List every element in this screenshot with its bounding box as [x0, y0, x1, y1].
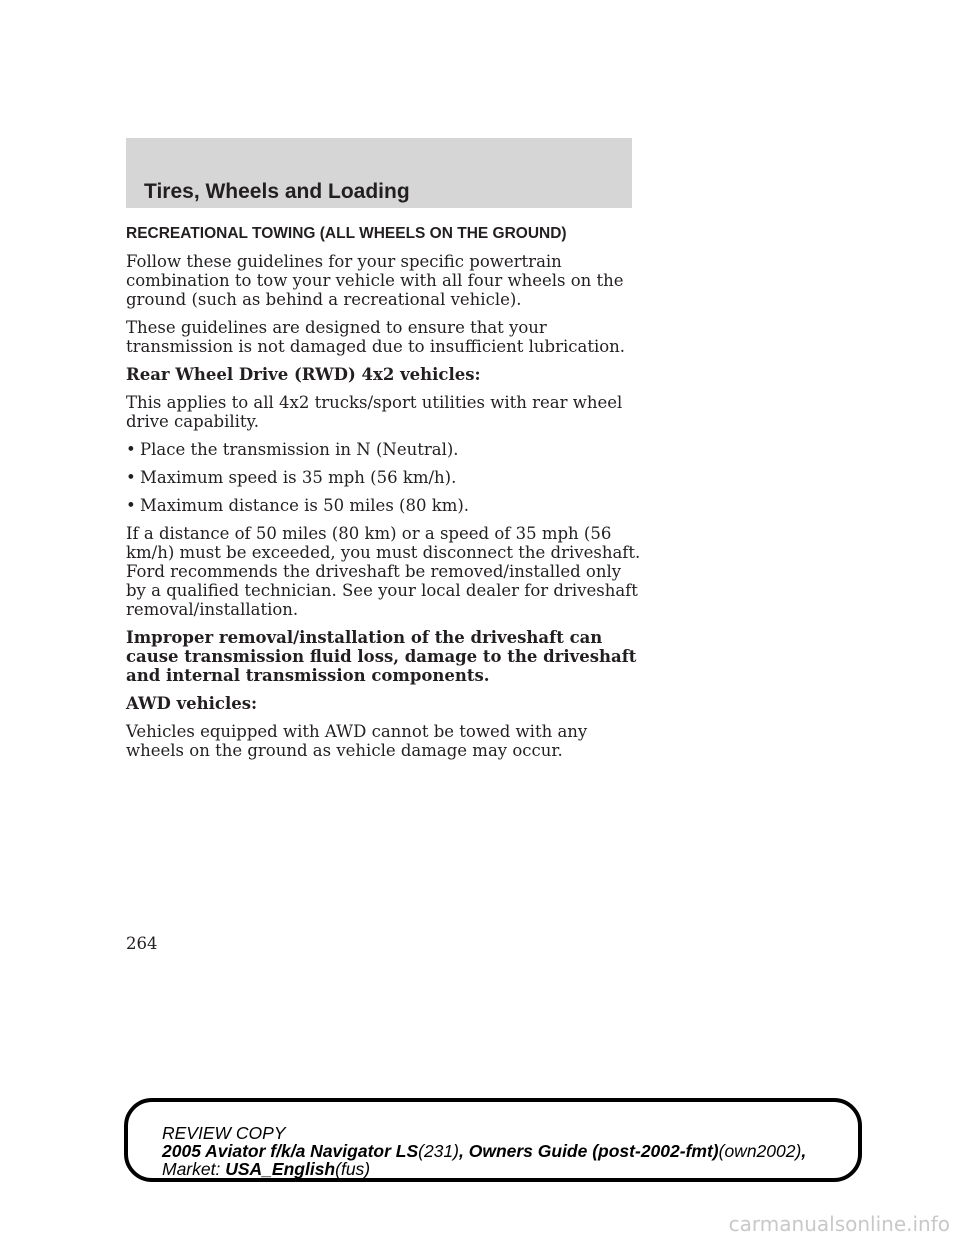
review-market-line	[162, 1160, 852, 1178]
review-market-code: (fus)	[335, 1159, 371, 1179]
bullet-icon: •	[126, 468, 136, 487]
list-item	[126, 440, 642, 459]
list-item-text: Place the transmission in N (Neutral).	[140, 440, 459, 459]
review-market: USA_English	[225, 1159, 336, 1179]
page-number: 264	[126, 934, 158, 953]
review-copy-label: REVIEW COPY	[162, 1123, 286, 1143]
bullet-icon: •	[126, 496, 136, 515]
warning-paragraph: Improper removal/installation of the driveshaft can cause transmission fluid loss, damage to the driveshaft and internal transmission components.	[126, 628, 637, 685]
review-model-line	[162, 1142, 852, 1160]
exceed-paragraph: If a distance of 50 miles (80 km) or a speed of 35 mph (56 km/h) must be exceeded, you must disconnect the driveshaft. Ford recommends the driveshaft be removed/installed only by a qualified technician. See your local dealer for driveshaft removal/installation.	[126, 524, 641, 619]
list-item	[126, 468, 642, 487]
section-heading: RECREATIONAL TOWING (ALL WHEELS ON THE GROUND)	[126, 225, 567, 242]
review-model: 2005 Aviator f/k/a Navigator LS	[162, 1141, 419, 1161]
guidelines-paragraph: These guidelines are designed to ensure that your transmission is not damaged due to insufficient lubrication.	[126, 318, 626, 356]
list-item-text: Maximum distance is 50 miles (80 km).	[140, 496, 470, 515]
review-guide: Owners Guide (post-2002-fmt)	[468, 1141, 719, 1161]
review-separator: ,	[801, 1141, 807, 1161]
page-content	[126, 224, 642, 769]
review-copy-text	[162, 1124, 852, 1178]
section-title: Tires, Wheels and Loading	[144, 180, 410, 203]
rwd-heading: Rear Wheel Drive (RWD) 4x2 vehicles:	[126, 365, 481, 384]
awd-heading: AWD vehicles:	[126, 694, 258, 713]
bullet-icon: •	[126, 440, 136, 459]
review-model-code: (231)	[418, 1141, 459, 1161]
rwd-applies-paragraph: This applies to all 4x2 trucks/sport utilities with rear wheel drive capability.	[126, 393, 623, 431]
review-market-label: Market:	[162, 1159, 221, 1179]
watermark-link[interactable]: carmanualsonline.info	[728, 1212, 950, 1236]
awd-paragraph: Vehicles equipped with AWD cannot be towed with any wheels on the ground as vehicle damage may occur.	[126, 722, 588, 760]
review-separator: ,	[458, 1141, 469, 1161]
list-item	[126, 496, 642, 515]
intro-paragraph: Follow these guidelines for your specific powertrain combination to tow your vehicle with all four wheels on the ground (such as behind a recreational vehicle).	[126, 252, 624, 309]
rwd-bullet-list	[126, 440, 642, 515]
review-guide-code: (own2002)	[718, 1141, 802, 1161]
list-item-text: Maximum speed is 35 mph (56 km/h).	[140, 468, 457, 487]
